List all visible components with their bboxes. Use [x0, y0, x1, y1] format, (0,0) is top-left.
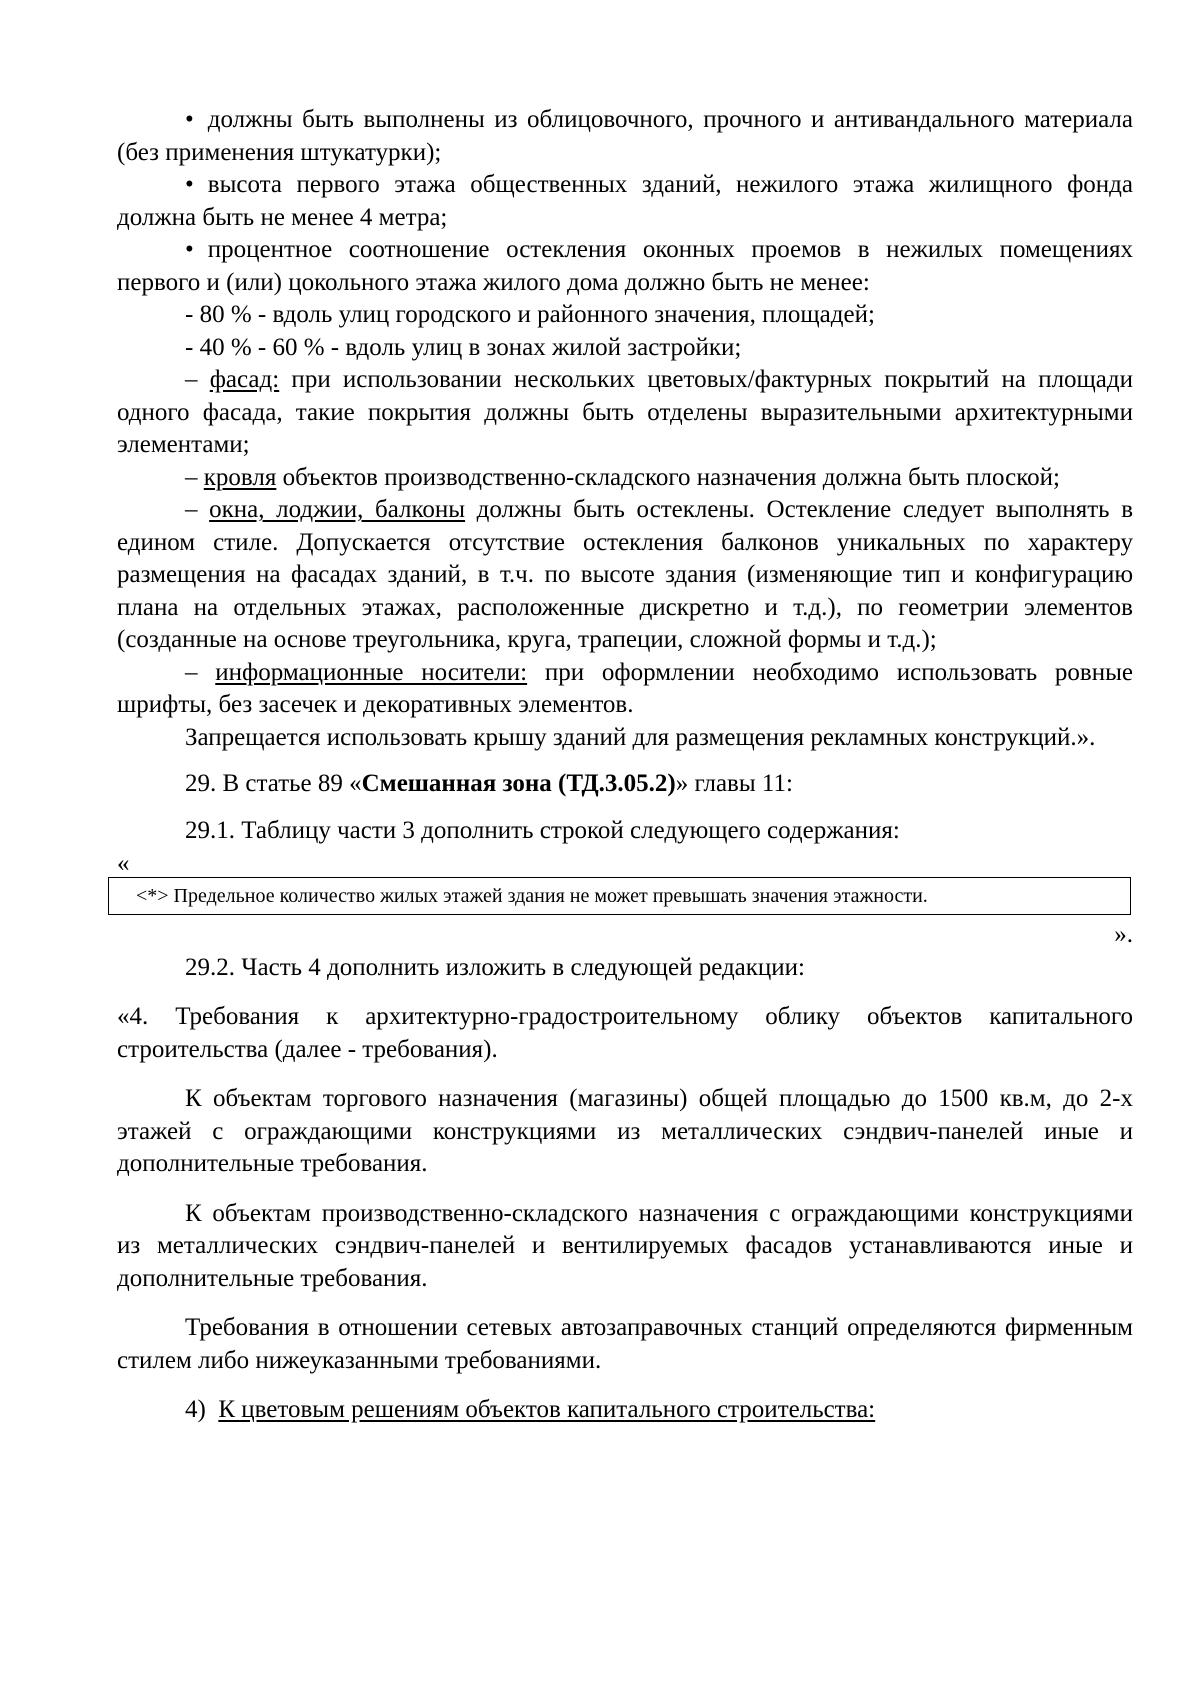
bullet-paragraph: [117, 234, 1133, 299]
roof-paragraph: [117, 462, 1133, 495]
facade-text: при использовании нескольких цветовых/фактурных покрытий на площади одного фасада, такие покрытия должны быть отделены выразительными архитектурными элементами;: [117, 366, 1133, 458]
requirements-paragraph-warehouse: К объектам производственно-складского назначения с ограждающими конструкциями из металлических сэндвич-панелей и вентилируемых фасадов устанавливаются иные и дополнительные требования.: [117, 1199, 1133, 1292]
facade-term: фасад:: [209, 366, 280, 393]
item-4: [117, 1394, 1133, 1427]
item-29-before: 29. В статье 89 «: [185, 770, 362, 797]
quote-open: «: [117, 850, 130, 877]
bullet-icon: •: [185, 106, 194, 133]
bullet-paragraph: [117, 104, 1133, 169]
bullet-text: процентное соотношение остекления оконных проемов в нежилых помещениях первого и (или) цокольного этажа жилого дома должно быть не менее:: [117, 236, 1133, 296]
bullet-icon: •: [185, 171, 194, 198]
item-4-text: К цветовым решениям объектов капитального строительства:: [218, 1396, 876, 1423]
dash-prefix: –: [185, 658, 216, 686]
facade-paragraph: [117, 364, 1133, 462]
windows-text: должны быть остеклены. Остекление следует выполнять в едином стиле. Допускается отсутствие остекления балконов уникальных по характеру размещения на фасадах зданий, в т.ч. по высоте здания (изменяющие тип и конфигурацию плана на отдельных этажах, расположенные дискретно и т.д.), по геометрии элементов (созданные на основе треугольника, круга, трапеции, сложной формы и т.д.);: [117, 496, 1134, 653]
windows-paragraph: [117, 494, 1133, 657]
item-29: [117, 768, 1133, 801]
requirements-paragraph-trade: К объектам торгового назначения (магазины) общей площадью до 1500 кв.м, до 2-х этажей с ограждающими конструкциями из металлических сэндвич-панелей иные и дополнительные требования.: [117, 1085, 1133, 1177]
item-29-1: 29.1. Таблицу части 3 дополнить строкой следующего содержания:: [185, 816, 900, 844]
prohibition-paragraph: Запрещается использовать крышу зданий для размещения рекламных конструкций.».: [185, 723, 1096, 751]
table-row-note: <*> Предельное количество жилых этажей здания не может превышать значения этажности.: [108, 877, 1131, 915]
item-29-2: 29.2. Часть 4 дополнить изложить в следующей редакции:: [185, 953, 806, 981]
item-29-after: » главы 11:: [675, 770, 793, 797]
bullet-text: должны быть выполнены из облицовочного, прочного и антивандального материала (без применения штукатурки);: [117, 106, 1133, 166]
info-carriers-term: информационные носители:: [215, 658, 528, 686]
windows-term: окна, лоджии, балконы: [209, 496, 466, 523]
roof-term: кровля: [203, 463, 277, 491]
item-4-number: 4): [185, 1396, 206, 1423]
dash-prefix: –: [185, 463, 204, 491]
bullet-text: высота первого этажа общественных зданий, нежилого этажа жилищного фонда должна быть не менее 4 метра;: [117, 171, 1133, 231]
bullet-icon: •: [185, 236, 194, 263]
dash-item: - 40 % - 60 % - вдоль улиц в зонах жилой застройки;: [185, 333, 742, 361]
bullet-paragraph: [117, 169, 1133, 234]
info-carriers-paragraph: [117, 657, 1133, 722]
dash-prefix: –: [185, 366, 210, 393]
document-page: [117, 104, 1133, 1427]
roof-text: объектов производственно-складского назначения должна быть плоской;: [276, 463, 1060, 491]
info-carriers-text: при оформлении необходимо использовать ровные шрифты, без засечек и декоративных элементов.: [117, 658, 1134, 718]
requirements-title: «4. Требования к архитектурно-градостроительному облику объектов капитального строительства (далее - требования).: [117, 1003, 1133, 1063]
dash-item: - 80 % - вдоль улиц городского и районного значения, площадей;: [185, 301, 875, 328]
zone-name: Смешанная зона (ТД.3.05.2): [361, 770, 676, 797]
dash-prefix: –: [185, 496, 210, 523]
quote-close: ».: [1114, 921, 1133, 948]
requirements-paragraph-gas-stations: Требования в отношении сетевых автозаправочных станций определяются фирменным стилем либо нижеуказанными требованиями.: [117, 1314, 1133, 1374]
